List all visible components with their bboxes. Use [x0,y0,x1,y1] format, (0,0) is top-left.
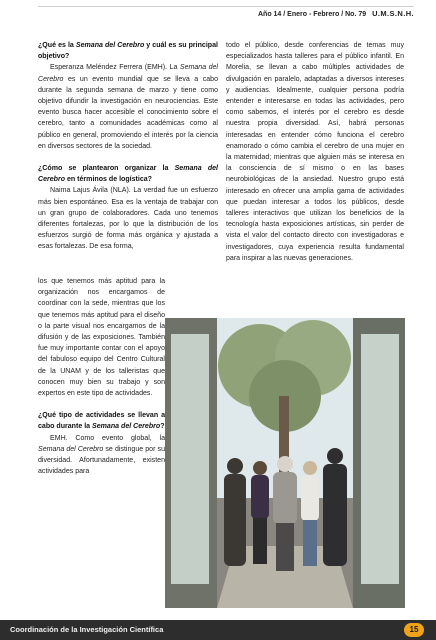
footer-bar [0,620,436,640]
question-heading: ¿Qué es la Semana del Cerebro y cuál es su principal objetivo? [38,42,218,61]
answer-paragraph: EMH. Como evento global, la Semana del Cerebro se distingue por su diversidad. Afortunadamente, existen actividades para [38,434,165,476]
answer-paragraph-continued: los que tenemos más aptitud para la organización nos encargamos de coordinar con la sede, mientras que los que tenemos más aptitud para el diseño o la parte visual nos encargamos de la difusión y de las exposiciones. También fue muy importante contar con el apoyo del fabuloso equipo del Centro Cultural de la UNAM y de los talleristas que conocen muy bien su trabajo y son expertos en este tipo de actividades. [38,278,165,398]
right-column [226,40,404,264]
issue-info: Año 14 / Enero - Febrero / No. 79 [257,11,367,18]
left-column-narrow [38,276,165,477]
footer-text: Coordinación de la Investigación Científica [10,625,164,634]
question-heading: ¿Qué tipo de actividades se llevan a cabo durante la Semana del Cerebro? [38,412,165,431]
page-number: 15 [404,623,424,637]
question-heading: ¿Cómo se plantearon organizar la Semana del Cerebro en términos de logística? [38,165,218,184]
left-column [38,40,218,253]
masthead [258,9,414,18]
group-photo [165,318,405,608]
brand-name: U.M.S.N.H. [372,9,414,18]
header-rule [38,6,414,7]
answer-paragraph: Esperanza Meléndez Ferrera (EMH). La Semana del Cerebro es un evento mundial que se lleva a cabo durante la segunda semana de marzo y tiene como objetivo difundir la investigación en neurociencias. Este evento busca hacer accesible el conocimiento sobre el cerebro, tanto a comunidades académicas como al público en general, promoviendo el interés por la ciencia en diversos sectores de la sociedad. [38,64,218,150]
group-photo-image [165,318,405,608]
answer-paragraph-continued: todo el público, desde conferencias de temas muy especializados hasta talleres para el público infantil. En Morelia, se llevan a cabo múltiples actividades de divulgación en paralelo, adaptadas a diversos intereses y audiencias. Idealmente, cualquier persona podría entender e interesarse en todas las actividades, pero como sabemos, el interés por el cerebro es desde nuestra propia diversidad. Así, habrá personas interesadas en entender cómo funciona el cerebro enamorado o cómo cambia el cerebro de una mujer en la maternidad; mientras que alguien más se interesa en la consciencia de sí mismo o en las bases neurobiológicas de la ansiedad. Nuestro grupo está interesado en ofrecer una amplia gama de actividades que puedan interesar a todos los públicos, desde talleres interactivos que utilizan los beneficios de la tecnología hasta exposiciones artísticas, sin perder de vista el valor del contacto directo con investigadoras e investigadores, cuya experiencia resulta fundamental para inspirar a las nuevas generaciones. [226,42,404,262]
answer-paragraph: Naima Lajus Ávila (NLA). La verdad fue un esfuerzo más bien espontáneo. Esa es la ventaja de trabajar con un gran grupo de colaboradores. Cada uno tenemos diferentes fortalezas, por lo que la distribución de los esfuerzos surgió de forma más orgánica y ajustada a esas fortalezas. De esa forma, [38,187,218,251]
